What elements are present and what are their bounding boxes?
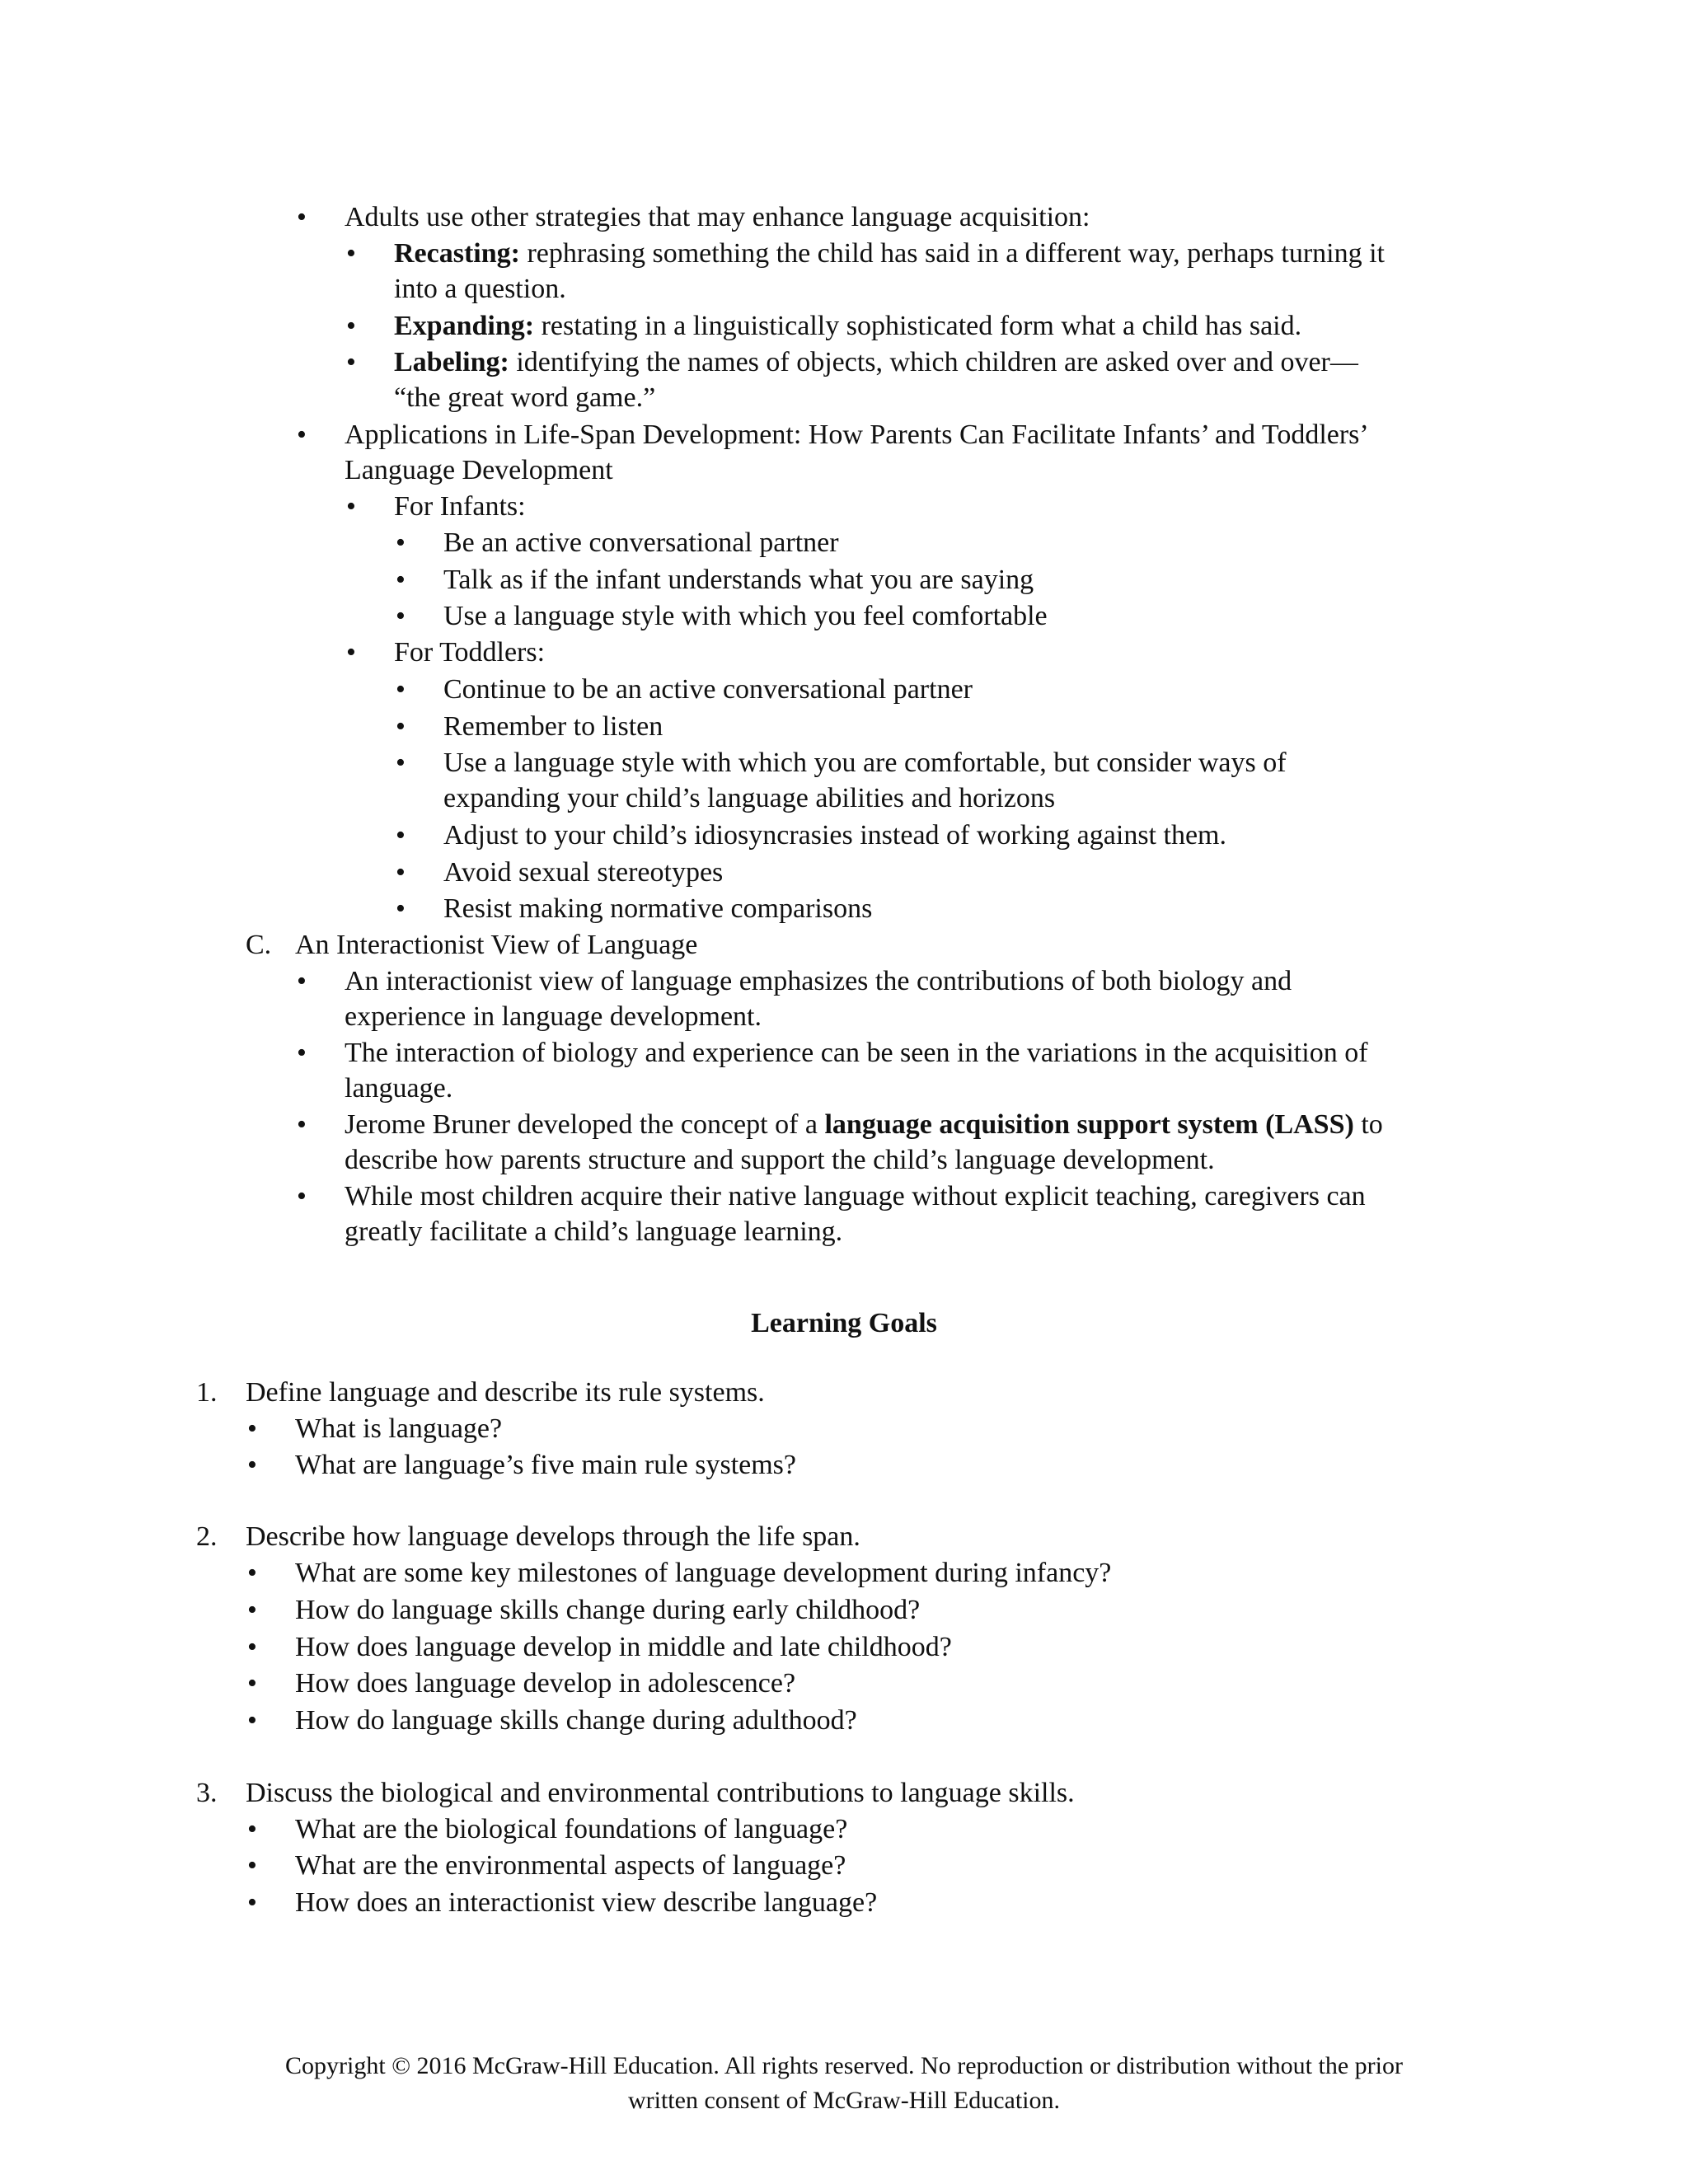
goal-text: Describe how language develops through the life span.: [246, 1521, 860, 1552]
list-item: Use a language style with which you feel comfortable: [443, 601, 1048, 631]
bullet: •: [346, 491, 356, 522]
goal-question: What is language?: [295, 1413, 503, 1444]
paragraph-line: greatly facilitate a child’s language learning.: [345, 1216, 843, 1247]
bullet: •: [247, 1668, 257, 1699]
bullet: •: [396, 527, 406, 558]
goal-number: 2.: [196, 1521, 218, 1552]
recasting-definition: rephrasing something the child has said in a different way, perhaps turning it: [519, 238, 1385, 269]
bullet: •: [247, 1887, 257, 1918]
bullet: •: [297, 966, 307, 996]
lass-term: language acquisition support system (LASS): [824, 1109, 1354, 1140]
bullet: •: [396, 565, 406, 595]
list-item: Remember to listen: [443, 711, 663, 742]
list-item: Use a language style with which you are comfortable, but consider ways of: [443, 748, 1287, 778]
paragraph-text: to: [1353, 1109, 1383, 1140]
goal-number: 3.: [196, 1778, 218, 1808]
bullet: •: [247, 1595, 257, 1625]
goal-question: What are language’s five main rule systems?: [295, 1450, 796, 1480]
goal-question: How do language skills change during early childhood?: [295, 1595, 921, 1625]
learning-goals-heading: Learning Goals: [751, 1308, 937, 1338]
labeling-term: Labeling:: [394, 347, 509, 377]
bullet: •: [297, 1181, 307, 1212]
bullet: •: [396, 748, 406, 778]
goal-text: Discuss the biological and environmental contributions to language skills.: [246, 1778, 1075, 1808]
bullet: •: [247, 1705, 257, 1736]
list-item: Be an active conversational partner: [443, 527, 839, 558]
goal-question: How do language skills change during adulthood?: [295, 1705, 857, 1736]
for-infants-label: For Infants:: [394, 491, 526, 522]
list-item: Resist making normative comparisons: [443, 893, 873, 924]
list-item: Continue to be an active conversational partner: [443, 674, 973, 705]
bullet: •: [297, 1038, 307, 1068]
expanding-definition: restating in a linguistically sophisticated form what a child has said.: [534, 311, 1302, 341]
goal-question: What are some key milestones of language development during infancy?: [295, 1558, 1112, 1588]
expanding-term: Expanding:: [394, 311, 535, 341]
list-item: Adjust to your child’s idiosyncrasies instead of working against them.: [443, 820, 1226, 851]
strategies-intro: Adults use other strategies that may enhance language acquisition:: [345, 202, 1090, 232]
labeling-definition: identifying the names of objects, which children are asked over and over—: [509, 347, 1358, 377]
recasting-term: Recasting:: [394, 238, 520, 269]
goal-question: What are the biological foundations of language?: [295, 1814, 848, 1844]
paragraph-line: experience in language development.: [345, 1001, 762, 1032]
recasting-item: [394, 236, 1385, 272]
bullet: •: [346, 637, 356, 668]
paragraph-text: Jerome Bruner developed the concept of a: [345, 1109, 825, 1140]
bullet: •: [247, 1450, 257, 1480]
list-item-cont: expanding your child’s language abilities and horizons: [443, 783, 1056, 813]
list-item: Talk as if the infant understands what you are saying: [443, 565, 1034, 595]
bullet: •: [297, 419, 307, 450]
goal-question: How does an interactionist view describe language?: [295, 1887, 878, 1918]
copyright-footer-cont: written consent of McGraw-Hill Education.: [627, 2087, 1061, 2114]
recasting-definition-cont: into a question.: [394, 274, 566, 304]
bullet: •: [396, 601, 406, 631]
bullet: •: [346, 311, 356, 341]
bullet: •: [247, 1558, 257, 1588]
expanding-item: [394, 308, 1301, 344]
goal-question: How does language develop in middle and late childhood?: [295, 1632, 952, 1662]
bullet: •: [297, 202, 307, 232]
goal-text: Define language and describe its rule systems.: [246, 1377, 765, 1408]
for-toddlers-label: For Toddlers:: [394, 637, 546, 668]
lass-paragraph: [345, 1107, 1383, 1143]
bullet: •: [396, 674, 406, 705]
goal-number: 1.: [196, 1377, 218, 1408]
paragraph-line: While most children acquire their native language without explicit teaching, caregivers can: [345, 1181, 1366, 1212]
bullet: •: [247, 1814, 257, 1844]
bullet: •: [247, 1632, 257, 1662]
bullet: •: [247, 1850, 257, 1881]
paragraph-line: language.: [345, 1073, 453, 1104]
bullet: •: [396, 893, 406, 924]
bullet: •: [346, 347, 356, 377]
labeling-definition-cont: “the great word game.”: [394, 382, 656, 413]
applications-heading-cont: Language Development: [345, 455, 613, 485]
section-c-marker: C.: [246, 930, 272, 960]
goal-question: How does language develop in adolescence?: [295, 1668, 796, 1699]
goal-question: What are the environmental aspects of language?: [295, 1850, 846, 1881]
bullet: •: [396, 820, 406, 851]
applications-heading: Applications in Life-Span Development: How Parents Can Facilitate Infants’ and Toddlers’: [345, 419, 1369, 450]
paragraph-line: An interactionist view of language emphasizes the contributions of both biology and: [345, 966, 1292, 996]
bullet: •: [396, 857, 406, 888]
paragraph-line: The interaction of biology and experience can be seen in the variations in the acquisition of: [345, 1038, 1368, 1068]
labeling-item: [394, 344, 1358, 381]
list-item: Avoid sexual stereotypes: [443, 857, 724, 888]
section-c-title: An Interactionist View of Language: [295, 930, 698, 960]
bullet: •: [396, 711, 406, 742]
copyright-footer: Copyright © 2016 McGraw-Hill Education. All rights reserved. No reproduction or distribution without the prior: [285, 2052, 1403, 2079]
paragraph-line: describe how parents structure and support the child’s language development.: [345, 1145, 1215, 1175]
bullet: •: [247, 1413, 257, 1444]
bullet: •: [346, 238, 356, 269]
bullet: •: [297, 1109, 307, 1140]
